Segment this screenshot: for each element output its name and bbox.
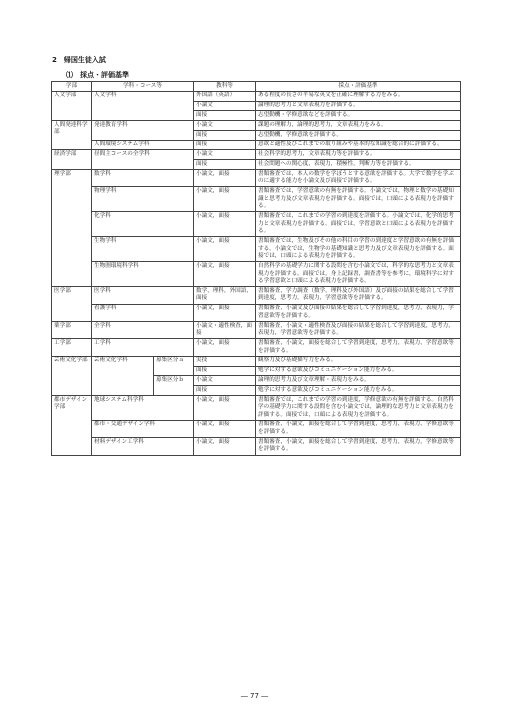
table-row [52, 339, 461, 356]
department-cell: 発達教育学科 [92, 121, 194, 141]
department-cell: 生物圏環境科学科 [92, 262, 194, 287]
faculty-cell: 医学部 [52, 287, 92, 322]
subject-cell: 面接 [194, 140, 256, 150]
subject-cell: 小論文，面接 [194, 212, 256, 237]
subject-cell: 小論文・適性検査，面接 [194, 322, 256, 339]
faculty-cell: 理学部 [52, 170, 92, 287]
department-cell: 人間環境システム学科 [92, 140, 194, 150]
faculty-cell: 経済学部 [52, 150, 92, 170]
department-cell: 工学科 [92, 339, 194, 356]
criteria-cell: 意欲と適性及びこれまでの取り組みや基本的な知識を総合的に評価する。 [256, 140, 461, 150]
criteria-cell: 書類審査，小論文，面接を総合して学習到達度，思考力，表現力，学修意欲等を評価する。 [256, 420, 461, 437]
subject-cell: 小論文，面接 [194, 170, 256, 187]
department-cell: 看護学科 [92, 304, 194, 321]
department-cell: 数学科 [92, 170, 194, 187]
department-cell: 昼間主コースの全学科 [92, 150, 194, 170]
criteria-cell: 志望動機，学修意欲を評価する。 [256, 130, 461, 140]
table-row [52, 121, 461, 131]
faculty-cell: 芸術文化学部 [52, 356, 92, 395]
subject-cell: 数学，理科，外国語，面接 [194, 287, 256, 304]
subsection-title: ⑴ 採点・評価基準 [66, 71, 129, 79]
subject-cell: 小論文，面接 [194, 237, 256, 262]
faculty-cell: 人文学部 [52, 91, 92, 120]
subject-cell: 小論文，面接 [194, 304, 256, 321]
table-row [52, 287, 461, 304]
table-row [52, 262, 461, 287]
table-row [52, 187, 461, 212]
subject-cell: 実技 [194, 356, 256, 366]
criteria-cell: 書類審査では，これまでの学習の到達度を評価する。小論文では，化学的思考力と文章表現力を評価する。面接では，学習意欲と口頭による表現力を評価する。 [256, 212, 461, 237]
table-row [52, 322, 461, 339]
criteria-cell: 社会問題への関心度，表現力，積極性，判断力等を評価する。 [256, 160, 461, 170]
header-faculty: 学部 [52, 82, 92, 92]
criteria-cell: 書類審査では，学習意欲の有無を評価する。小論文では，物理と数学の基礎知識と思考力及び文章表現力を評価する。面接では，口頭による表現力を評価する。 [256, 187, 461, 212]
table-row [52, 395, 461, 420]
table-row [52, 212, 461, 237]
criteria-cell: 書類審査では，本人の数学を学ぼうとする意欲を評価する。大学で数学を学ぶのに適する能力を小論文及び面接で評価する。 [256, 170, 461, 187]
criteria-cell: 論理的思考力と文章表現力を評価する。 [256, 101, 461, 111]
criteria-cell: 書類審査，小論文及び面接の結果を総合して学習到達度，思考力，表現力，学習意欲等を評価する。 [256, 304, 461, 321]
subject-cell: 小論文 [194, 150, 256, 160]
criteria-cell: 書類審査では，生物及びその他の科目の学習の到達度と学習意欲の有無を評価する。小論文では，生物学の基礎知識と思考力及び文章表現力を評価する。面接では，口頭による表現力を評価する。 [256, 237, 461, 262]
department-cell: 人文学科 [92, 91, 194, 120]
subject-cell: 面接 [194, 111, 256, 121]
criteria-cell: 勉学に対する意欲及びコミュニケーション能力をみる。 [256, 386, 461, 396]
department-cell: 医学科 [92, 287, 194, 304]
table-row [52, 237, 461, 262]
criteria-cell: 課題の理解力，論理的思考力，文章表現力をみる。 [256, 121, 461, 131]
subject-cell: 小論文 [194, 101, 256, 111]
subject-cell: 小論文，面接 [194, 339, 256, 356]
header-subject: 教科等 [194, 82, 256, 92]
department-cell: 地球システム科学科 [92, 395, 194, 420]
faculty-cell: 工学部 [52, 339, 92, 356]
table-row [52, 140, 461, 150]
department-cell: 材料デザイン工学科 [92, 438, 194, 455]
subject-cell: 小論文 [194, 121, 256, 131]
table-row [52, 356, 461, 366]
header-criteria: 採点・評価基準 [256, 82, 461, 92]
subject-cell: 面接 [194, 130, 256, 140]
department-cell: 芸術文化学科 [92, 356, 154, 395]
criteria-cell: 観察力及び基礎描写力をみる。 [256, 356, 461, 366]
table-row [52, 420, 461, 437]
criteria-cell: 書類審査，学力調査（数学，理科及び外国語）及び面接の結果を総合して学習到達度，思考力，表現力，学習意欲等を評価する。 [256, 287, 461, 304]
evaluation-criteria-table [51, 81, 461, 456]
subject-cell: 小論文，面接 [194, 395, 256, 420]
table-row [52, 150, 461, 160]
criteria-cell: 志望動機・学修意欲などを評価する。 [256, 111, 461, 121]
department-cell: 全学科 [92, 322, 194, 339]
criteria-cell: 勉学に対する意欲及びコミュニケーション能力をみる。 [256, 366, 461, 376]
criteria-cell: 論理的思考力及び文章理解・表現力をみる。 [256, 376, 461, 386]
header-department: 学科・コース等 [92, 82, 194, 92]
department-cell: 生物学科 [92, 237, 194, 262]
department-cell: 化学科 [92, 212, 194, 237]
subject-cell: 小論文，面接 [194, 420, 256, 437]
subject-cell: 小論文，面接 [194, 187, 256, 212]
subject-cell: 小論文 [194, 376, 256, 386]
table-row [52, 304, 461, 321]
criteria-cell: 社会科学的思考力，文章表現力等を評価する。 [256, 150, 461, 160]
criteria-cell: 書類審査，小論文，面接を総合して学習到達度，思考力，表現力，学修意欲等を評価する。 [256, 438, 461, 455]
subject-cell: 小論文，面接 [194, 438, 256, 455]
faculty-cell: 人間発達科学部 [52, 121, 92, 150]
department-cell: 物理学科 [92, 187, 194, 212]
criteria-cell: 書類審査では，これまでの学習の到達度，学修意欲の有無を評価する。自然科学の基礎学力に関する設問を含む小論文では，論理的な思考力と文章表現力を評価する。面接では，口頭による表現力を評価する。 [256, 395, 461, 420]
table-row [52, 438, 461, 455]
criteria-cell: ある程度の長さの平易な英文を正確に理解する力をみる。 [256, 91, 461, 101]
category-cell: 募集区分ａ [154, 356, 194, 376]
section-title: 2 帰国生徒入試 [52, 56, 106, 64]
subject-cell: 面接 [194, 160, 256, 170]
subject-cell: 面接 [194, 366, 256, 376]
criteria-cell: 書類審査，小論文，面接を総合して学習到達度，思考力，表現力，学習意欲等を評価する。 [256, 339, 461, 356]
department-cell: 都市・交通デザイン学科 [92, 420, 194, 437]
criteria-cell: 書類審査，小論文・適性検査及び面接の結果を総合して学習到達度，思考力，表現力，学習意欲等を評価する。 [256, 322, 461, 339]
faculty-cell: 薬学部 [52, 322, 92, 339]
category-cell: 募集区分ｂ [154, 376, 194, 396]
table-row [52, 170, 461, 187]
table-header-row [52, 82, 461, 92]
subject-cell: 面接 [194, 386, 256, 396]
criteria-cell: 自然科学の基礎学力に関する設問を含む小論文では，科学的な思考力と文章表現力を評価する。面接では，身上記録書，調査書等を参考に，環境科学に対する学習意欲と口頭による表現力を評価する。 [256, 262, 461, 287]
page-number: ― 77 ― [240, 692, 269, 700]
table-row [52, 91, 461, 101]
faculty-cell: 都市デザイン学部 [52, 395, 92, 455]
subject-cell: 小論文，面接 [194, 262, 256, 287]
subject-cell: 外国語（英語） [194, 91, 256, 101]
